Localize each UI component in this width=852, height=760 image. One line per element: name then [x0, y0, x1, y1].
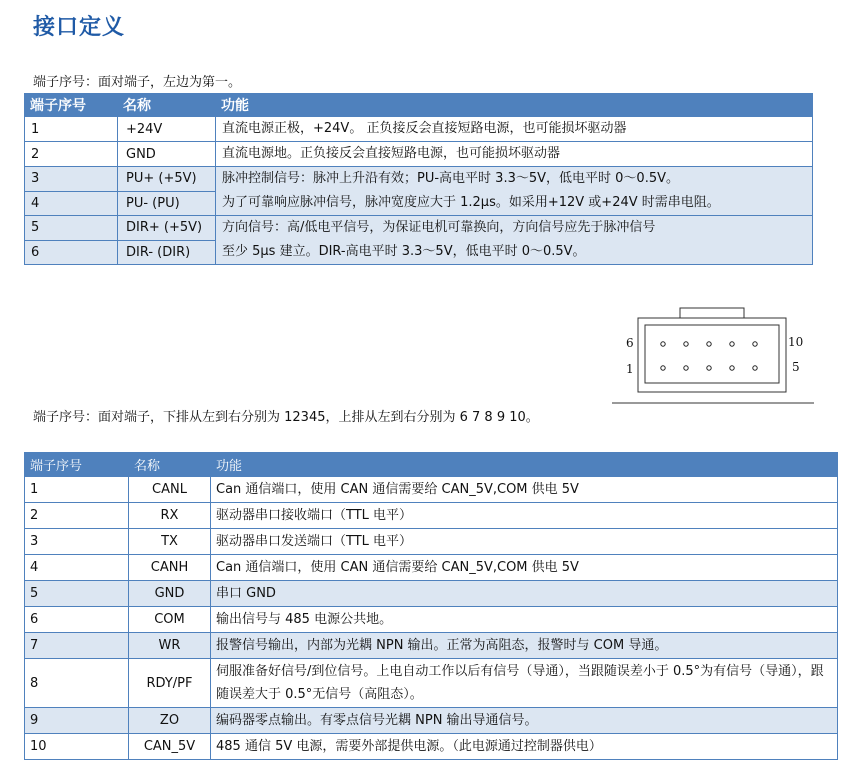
table-row	[25, 529, 838, 555]
table-row	[25, 142, 813, 167]
pin-function: Can 通信端口，使用 CAN 通信需要给 CAN_5V,COM 供电 5V	[211, 555, 838, 581]
header-function: 功能	[211, 453, 838, 477]
pin-function: 驱动器串口发送端口（TTL 电平）	[211, 529, 838, 555]
pin-function: Can 通信端口，使用 CAN 通信需要给 CAN_5V,COM 供电 5V	[211, 477, 838, 503]
pin-label-6: 6	[626, 336, 634, 350]
pin-number: 5	[25, 216, 118, 241]
pin-hole	[753, 366, 757, 370]
pin-name: DIR- (DIR)	[118, 240, 216, 265]
function-line: 为了可靠响应脉冲信号，脉冲宽度应大于 1.2μs。如采用+12V 或+24V 时需串电阻。	[222, 195, 720, 210]
pin-hole	[661, 366, 665, 370]
pin-name: GND	[129, 581, 211, 607]
pin-number: 4	[25, 191, 118, 216]
pin-function: 报警信号输出，内部为光耦 NPN 输出。正常为高阻态，报警时与 COM 导通。	[211, 633, 838, 659]
pin-function: 编码器零点输出。有零点信号光耦 NPN 输出导通信号。	[211, 708, 838, 734]
table-row	[25, 555, 838, 581]
pin-label-1: 1	[626, 362, 634, 376]
pin-label-5: 5	[792, 360, 800, 374]
table-row	[25, 167, 813, 192]
table-row	[25, 659, 838, 708]
table-row	[25, 607, 838, 633]
connector-housing-inner	[645, 325, 779, 383]
pin-function: 直流电源地。正负接反会直接短路电源，也可能损坏驱动器	[216, 142, 813, 167]
pin-number: 8	[25, 659, 129, 708]
header-name: 名称	[129, 453, 211, 477]
pin-name: CANL	[129, 477, 211, 503]
pin-row-top	[661, 342, 757, 346]
pin-number: 7	[25, 633, 129, 659]
pin-hole	[707, 342, 711, 346]
pin-hole	[684, 366, 688, 370]
pin-number: 1	[25, 117, 118, 142]
table-header-row	[25, 94, 813, 117]
table-row	[25, 581, 838, 607]
pin-name: RX	[129, 503, 211, 529]
pin-label-10: 10	[788, 335, 804, 349]
table-row	[25, 708, 838, 734]
table-row	[25, 477, 838, 503]
header-name: 名称	[118, 94, 216, 117]
pin-name: CAN_5V	[129, 734, 211, 760]
pin-hole	[730, 366, 734, 370]
pin-name: TX	[129, 529, 211, 555]
pin-number: 2	[25, 503, 129, 529]
latch-tab	[680, 308, 744, 318]
table-row	[25, 633, 838, 659]
pin-number: 6	[25, 607, 129, 633]
pin-function	[216, 167, 813, 216]
pin-number: 3	[25, 529, 129, 555]
pin-name: PU+ (+5V)	[118, 167, 216, 192]
header-num: 端子序号	[25, 94, 118, 117]
pin-hole	[730, 342, 734, 346]
pin-name: DIR+ (+5V)	[118, 216, 216, 241]
pin-function: 串口 GND	[211, 581, 838, 607]
table-row	[25, 117, 813, 142]
pin-name: GND	[118, 142, 216, 167]
pin-function: 直流电源正极，+24V。 正负接反会直接短路电源，也可能损坏驱动器	[216, 117, 813, 142]
page-title: 接口定义	[33, 15, 126, 40]
section2-caption: 端子序号：面对端子，下排从左到右分别为 12345，上排从左到右分别为 6 7 8 9 10。	[33, 410, 539, 425]
pin-hole	[753, 342, 757, 346]
pin-name: ZO	[129, 708, 211, 734]
pin-name: PU- (PU)	[118, 191, 216, 216]
pin-hole	[661, 342, 665, 346]
table-row	[25, 216, 813, 241]
pin-name: WR	[129, 633, 211, 659]
header-function: 功能	[216, 94, 813, 117]
table-header-row	[25, 453, 838, 477]
pin-hole	[684, 342, 688, 346]
connector-diagram	[612, 300, 822, 410]
pin-function: 驱动器串口接收端口（TTL 电平）	[211, 503, 838, 529]
communication-table	[24, 452, 838, 760]
header-num: 端子序号	[25, 453, 129, 477]
function-line: 脉冲控制信号：脉冲上升沿有效；PU-高电平时 3.3～5V，低电平时 0～0.5V。	[222, 171, 679, 186]
function-line: 方向信号：高/低电平信号，为保证电机可靠换向，方向信号应先于脉冲信号	[222, 220, 656, 235]
pin-number: 5	[25, 581, 129, 607]
pin-number: 2	[25, 142, 118, 167]
section1-caption: 端子序号：面对端子，左边为第一。	[33, 75, 242, 90]
table-row	[25, 734, 838, 760]
pin-name: CANH	[129, 555, 211, 581]
pin-name: RDY/PF	[129, 659, 211, 708]
pin-number: 10	[25, 734, 129, 760]
pin-name: COM	[129, 607, 211, 633]
pin-function: 485 通信 5V 电源，需要外部提供电源。（此电源通过控制器供电）	[211, 734, 838, 760]
pin-number: 9	[25, 708, 129, 734]
pin-function: 输出信号与 485 电源公共地。	[211, 607, 838, 633]
pin-name: +24V	[118, 117, 216, 142]
function-line: 至少 5μs 建立。DIR-高电平时 3.3～5V，低电平时 0～0.5V。	[222, 244, 586, 259]
pin-function: 伺服准备好信号/到位信号。上电自动工作以后有信号（导通），当跟随误差小于 0.5°为有信号（导通），跟随误差大于 0.5°无信号（高阻态）。	[211, 659, 838, 708]
connector-housing-outer	[638, 318, 786, 392]
power-signal-table	[24, 93, 813, 265]
table-row	[25, 503, 838, 529]
pin-number: 4	[25, 555, 129, 581]
pin-number: 3	[25, 167, 118, 192]
pin-number: 6	[25, 240, 118, 265]
pin-hole	[707, 366, 711, 370]
pin-function	[216, 216, 813, 265]
pin-row-bottom	[661, 366, 757, 370]
pin-number: 1	[25, 477, 129, 503]
